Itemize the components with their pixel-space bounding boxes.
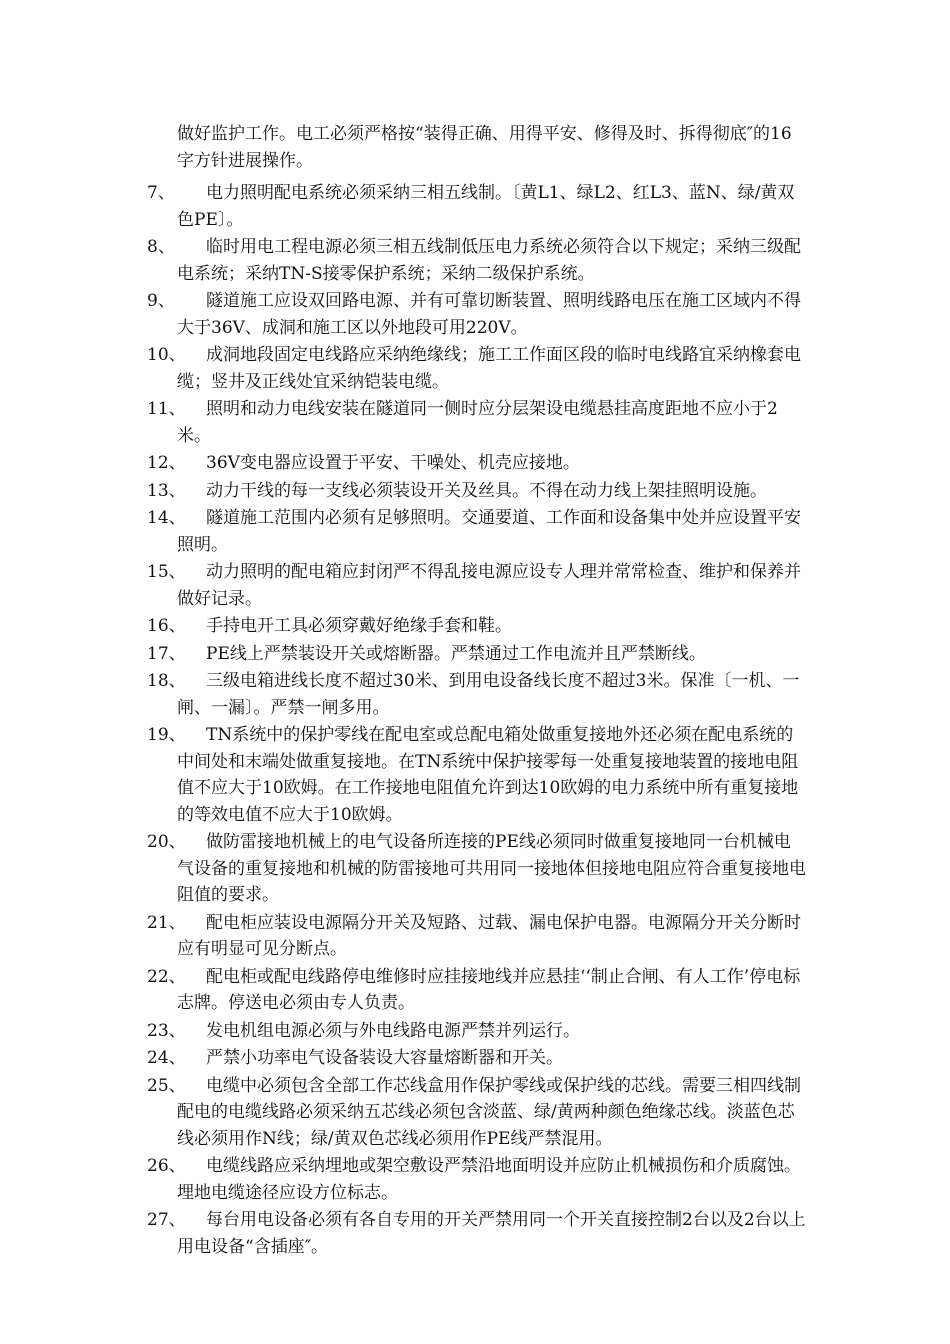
item-number: 9、: [147, 291, 175, 311]
item-text: 配电柜或配电线路停电维修时应挂接地线并应悬挂‘‘制止合闸、有人工作’停电标志牌。停送电必须由专人负责。: [177, 966, 801, 1013]
item-text: 配电柜应装设电源隔分开关及短路、过载、漏电保护电器。电源隔分开关分断时应有明显可见分断点。: [177, 912, 801, 959]
item-number: 14、: [147, 508, 186, 528]
list-item: [147, 829, 807, 909]
item-number: 20、: [147, 832, 186, 852]
list-item: [147, 641, 807, 668]
item-number: 27、: [147, 1210, 186, 1230]
list-item: [147, 288, 807, 341]
list-item: [147, 1207, 807, 1260]
item-number: 17、: [147, 643, 186, 664]
list-item: [147, 478, 807, 505]
item-number: 16、: [147, 616, 186, 636]
item-number: 26、: [147, 1156, 186, 1176]
list-item: [147, 342, 807, 395]
list-item: [147, 1045, 807, 1072]
item-number: 21、: [147, 912, 186, 933]
item-number: 25、: [147, 1075, 186, 1096]
list-item: [147, 1153, 807, 1206]
item-text: 电力照明配电系统必须采纳三相五线制。〔黄L1、绿L2、红L3、蓝N、绿/黄双色PE〕。: [177, 183, 795, 230]
list-item: [147, 1018, 807, 1045]
list-item: [147, 613, 807, 640]
item-text: TN系统中的保护零线在配电室或总配电箱处做重复接地外还必须在配电系统的中间处和末端处做重复接地。在TN系统中保护接零每一处重复接地装置的接地电阻值不应大于10欧姆。在工作接地电阻值允许到达10欧姆的电力系统中所有重复接地的等效电值不应大于10欧姆。: [177, 725, 799, 825]
list-item: [147, 722, 807, 828]
item-text: 电缆中必须包含全部工作芯线盒用作保护零线或保护线的芯线。需要三相四线制配电的电缆线路必须采纳五芯线必须包含淡蓝、绿/黄两种颜色绝缘芯线。淡蓝色芯线必须用作N线；绿/黄双色芯线必须用作PE线严禁混用。: [177, 1075, 801, 1149]
list-item: [147, 910, 807, 963]
list-item: [147, 234, 807, 287]
item-text: 发电机组电源必须与外电线路电源严禁并列运行。: [206, 1020, 580, 1041]
item-text: 三级电箱进线长度不超过30米、到用电设备线长度不超过3米。保准〔一机、一闸、一漏〕。严禁一闸多用。: [177, 671, 800, 718]
list-item: [147, 450, 807, 477]
list-item: [147, 180, 807, 233]
item-number: 19、: [147, 725, 186, 745]
item-text: 照明和动力电线安装在隧道同一侧时应分层架设电缆悬挂高度距地不应小于2米。: [177, 399, 778, 446]
item-number: 13、: [147, 480, 186, 501]
list-item: [147, 668, 807, 721]
item-text: PE线上严禁装设开关或熔断器。严禁通过工作电流并且严禁断线。: [206, 643, 706, 664]
list-item: [147, 559, 807, 612]
item-text: 手持电开工具必须穿戴好绝缘手套和鞋。: [206, 616, 512, 636]
list-item: [147, 964, 807, 1017]
item-number: 7、: [147, 183, 175, 203]
continuation-paragraph: 做好监护工作。电工必须严格按“装得正确、用得平安、修得及时、拆得彻底″的16字方针进展操作。: [177, 124, 792, 171]
item-number: 15、: [147, 562, 186, 582]
item-number: 18、: [147, 671, 186, 691]
list-item: [147, 396, 807, 449]
item-text: 做防雷接地机械上的电气设备所连接的PE线必须同时做重复接地同一台机械电气设备的重复接地和机械的防雷接地可共用同一接地体但接地电阻应符合重复接地电阻值的要求。: [177, 832, 806, 905]
document-body: [147, 121, 807, 1261]
item-text: 动力干线的每一支线必须装设开关及丝具。不得在动力线上架挂照明设施。: [206, 480, 767, 501]
item-number: 23、: [147, 1020, 186, 1041]
item-text: 隧道施工应设双回路电源、并有可靠切断装置、照明线路电压在施工区域内不得大于36V、成洞和施工区以外地段可用220V。: [177, 291, 801, 338]
item-number: 8、: [147, 237, 175, 257]
item-text: 电缆线路应采纳埋地或架空敷设严禁沿地面明设并应防止机械损伤和介质腐蚀。埋地电缆途径应设方位标志。: [177, 1156, 801, 1203]
item-text: 每台用电设备必须有各自专用的开关严禁用同一个开关直接控制2台以及2台以上用电设备“含插座″。: [177, 1210, 806, 1257]
numbered-list: [147, 180, 807, 1260]
item-text: 36V变电器应设置于平安、干噪处、机壳应接地。: [206, 453, 580, 473]
item-number: 12、: [147, 453, 186, 473]
item-number: 11、: [147, 399, 186, 419]
list-item: [147, 1073, 807, 1153]
item-text: 成洞地段固定电线路应采纳绝缘线；施工工作面区段的临时电线路宜采纳橡套电缆；竖井及正线处宜采纳铠装电缆。: [177, 345, 801, 392]
item-text: 动力照明的配电箱应封闭严不得乱接电源应设专人理并常常检查、维护和保养并做好记录。: [177, 562, 801, 609]
list-item: [147, 505, 807, 558]
item-text: 隧道施工范围内必须有足够照明。交通要道、工作面和设备集中处并应设置平安照明。: [177, 508, 801, 555]
item-text: 严禁小功率电气设备装设大容量熔断器和开关。: [206, 1048, 563, 1068]
item-text: 临时用电工程电源必须三相五线制低压电力系统必须符合以下规定；采纳三级配电系统；采纳TN-S接零保护系统；采纳二级保护系统。: [177, 237, 801, 284]
item-number: 22、: [147, 966, 186, 987]
item-number: 10、: [147, 345, 186, 365]
item-number: 24、: [147, 1048, 186, 1068]
